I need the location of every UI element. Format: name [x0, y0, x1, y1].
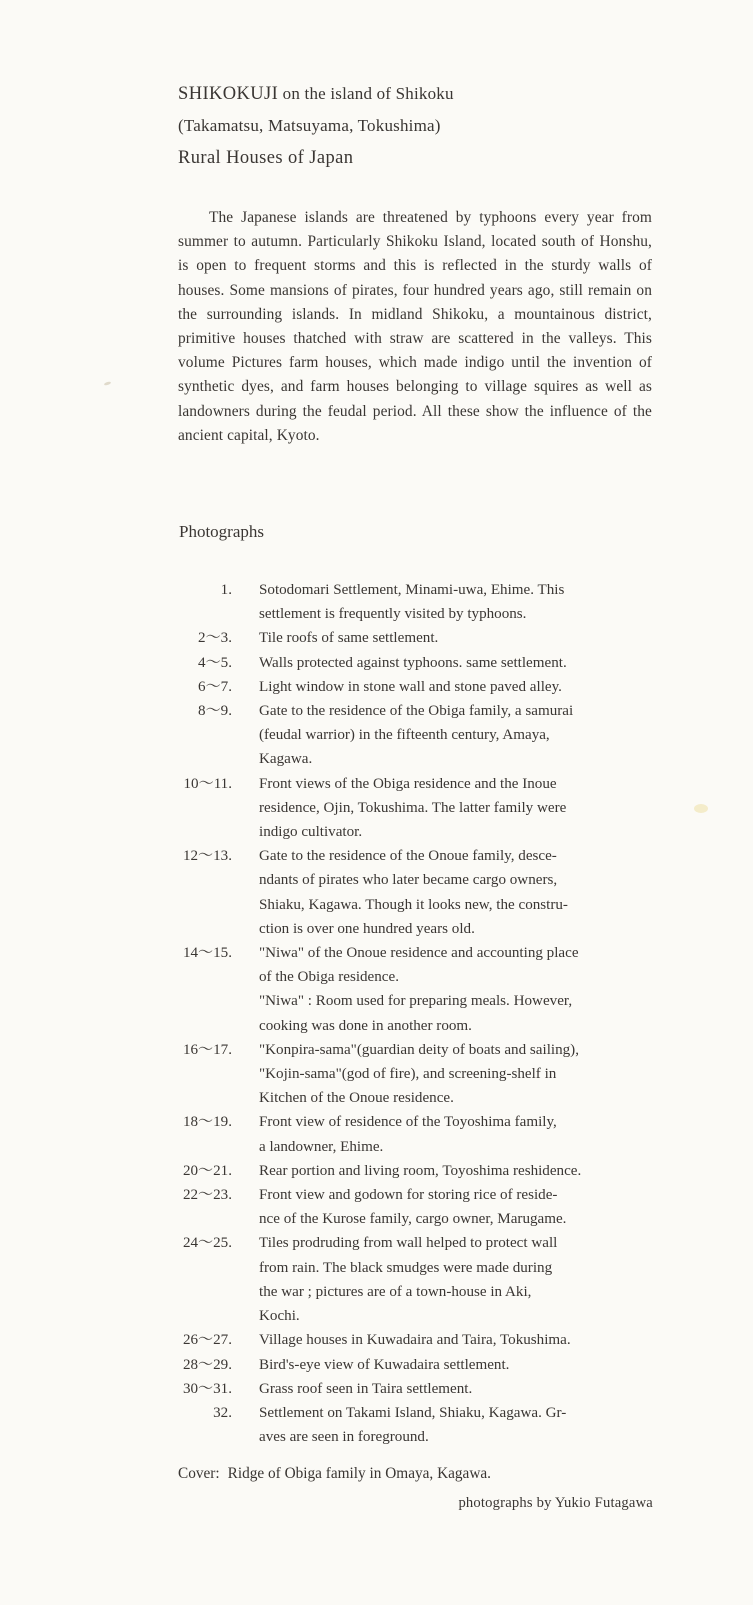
photo-description-line: Village houses in Kuwadaira and Taira, Tokushima.: [259, 1332, 571, 1349]
photo-list-item: [170, 772, 654, 845]
photo-description-line: residence, Ojin, Tokushima. The latter family were: [259, 799, 567, 816]
photo-description: [259, 1377, 654, 1401]
photo-number: 2〜3.: [198, 630, 232, 647]
photo-description: [259, 1353, 654, 1377]
photo-description: [259, 1038, 654, 1111]
photo-description-line: a landowner, Ehime.: [259, 1138, 384, 1155]
photo-description-line: Tiles prodruding from wall helped to protect wall: [259, 1235, 558, 1252]
cover-caption: [178, 1462, 491, 1486]
photo-list-item: [170, 844, 654, 941]
photo-description-line: Shiaku, Kagawa. Though it looks new, the constru-: [259, 896, 568, 913]
photo-number: 18〜19.: [182, 1114, 232, 1131]
photo-description-line: Front view of residence of the Toyoshima family,: [259, 1114, 557, 1131]
photo-description: [259, 844, 654, 941]
photo-number: 16〜17.: [182, 1041, 232, 1058]
photo-description: [259, 1110, 654, 1158]
photo-description-line: Bird's-eye view of Kuwadaira settlement.: [259, 1356, 510, 1373]
intro-line: houses thatched with straw are scattered in the valleys. This: [243, 330, 652, 348]
photo-description: [259, 578, 654, 626]
intro-line: invention of synthetic dyes, and farm houses belonging to: [178, 354, 652, 396]
photo-description-line: Walls protected against typhoons. same settlement.: [259, 654, 567, 671]
intro-line: located south of Honshu, is open to frequent storms and this: [178, 233, 652, 275]
photo-number: 32.: [213, 1404, 232, 1421]
photo-number: 28〜29.: [182, 1356, 232, 1373]
intro-paragraph: [178, 206, 652, 448]
photo-list-item: [170, 1038, 654, 1111]
photo-description-line: Front view and godown for storing rice of reside-: [259, 1187, 558, 1204]
heading-block: [178, 78, 658, 174]
photo-description: [259, 772, 654, 845]
photo-description-line: Kochi.: [259, 1308, 300, 1325]
photo-description-line: of the Obiga residence.: [259, 969, 399, 986]
photo-description-line: Kagawa.: [259, 751, 313, 768]
photo-list-item: [170, 1110, 654, 1158]
intro-line: village squires as well as landowners during the feudal period.: [178, 378, 652, 420]
intro-line: is reflected in the sturdy walls of houses. Some mansions of: [178, 257, 652, 299]
photo-description-line: Light window in stone wall and stone paved alley.: [259, 678, 562, 695]
photo-description: [259, 1401, 654, 1449]
photo-description-line: Sotodomari Settlement, Minami-uwa, Ehime. This: [259, 582, 565, 598]
photo-description-line: "Konpira-sama"(guardian deity of boats and sailing),: [259, 1041, 579, 1058]
intro-line: The Japanese islands are threatened by typhoons every: [209, 209, 580, 226]
photo-description: [259, 699, 654, 772]
photo-description-line: indigo cultivator.: [259, 824, 363, 841]
photo-number: 6〜7.: [198, 678, 232, 695]
title: SHIKOKUJI: [178, 84, 279, 104]
photo-list-item: [170, 675, 654, 699]
photo-list-item: [170, 1183, 654, 1231]
photo-description-line: "Kojin-sama"(god of fire), and screening-shelf in: [259, 1066, 557, 1083]
photo-description-line: (feudal warrior) in the fifteenth century, Amaya,: [259, 727, 550, 744]
photo-description-line: Front views of the Obiga residence and the Inoue: [259, 775, 557, 792]
photo-description-line: settlement is frequently visited by typhoons.: [259, 606, 527, 623]
photo-list-item: [170, 1328, 654, 1352]
photo-number: 22〜23.: [182, 1187, 232, 1204]
photo-number: 30〜31.: [182, 1380, 232, 1397]
photo-description-line: cooking was done in another room.: [259, 1017, 472, 1034]
photo-list-item: [170, 1377, 654, 1401]
paper-stain: [694, 804, 708, 813]
photo-description: [259, 941, 654, 1038]
photo-list-item: [170, 699, 654, 772]
photo-number: 24〜25.: [182, 1235, 232, 1252]
photo-description: [259, 651, 654, 675]
photo-description-line: Gate to the residence of the Onoue family, desce-: [259, 848, 557, 865]
photo-description: [259, 1159, 654, 1183]
photo-number: 8〜9.: [198, 703, 232, 720]
photo-description-line: "Niwa" : Room used for preparing meals. However,: [259, 993, 573, 1010]
photo-number: 26〜27.: [182, 1332, 232, 1349]
photo-description-line: Kitchen of the Onoue residence.: [259, 1090, 454, 1107]
photo-list-item: [170, 626, 654, 650]
photo-list-item: [170, 1231, 654, 1328]
intro-line: islands. In midland Shikoku, a mountainous district, primitive: [178, 305, 652, 348]
photo-description: [259, 626, 654, 650]
intro-line: All these show the influence of the ancient capital, Kyoto.: [178, 402, 652, 444]
photo-list-item: [170, 1159, 654, 1183]
photo-credit: photographs by Yukio Futagawa: [458, 1495, 653, 1511]
title-line: [178, 78, 658, 110]
photo-description: [259, 1183, 654, 1231]
photo-description-line: Tile roofs of same settlement.: [259, 630, 439, 647]
cover-label: Cover:: [178, 1465, 220, 1482]
intro-line: pirates, four hundred years ago, still remain on the surrounding: [178, 281, 652, 323]
photo-description-line: ndants of pirates who later became cargo owners,: [259, 872, 558, 889]
photo-description-line: from rain. The black smudges were made during: [259, 1259, 553, 1276]
photo-list-item: [170, 1353, 654, 1377]
cover-text: Ridge of Obiga family in Omaya, Kagawa.: [227, 1465, 492, 1482]
series-title: Rural Houses of Japan: [178, 148, 354, 168]
photo-description-line: ction is over one hundred years old.: [259, 920, 475, 937]
photo-list: [170, 578, 654, 1449]
photo-list-item: [170, 651, 654, 675]
photo-list-item: [170, 941, 654, 1038]
intro-line: volume Pictures farm houses, which made indigo until the: [178, 354, 567, 372]
photographs-heading: Photographs: [179, 522, 264, 541]
paper-speck: [104, 381, 112, 386]
photo-description-line: "Niwa" of the Onoue residence and accounting place: [259, 945, 579, 962]
photo-description-line: the war ; pictures are of a town-house in Aki,: [259, 1283, 532, 1300]
photo-description: [259, 1231, 654, 1328]
photo-description-line: Grass roof seen in Taira settlement.: [259, 1380, 473, 1397]
subtitle: (Takamatsu, Matsuyama, Tokushima): [178, 116, 441, 135]
photo-description-line: Gate to the residence of the Obiga family, a samurai: [259, 703, 574, 720]
photo-description-line: Rear portion and living room, Toyoshima reshidence.: [259, 1162, 582, 1179]
photo-description-line: nce of the Kurose family, cargo owner, Marugame.: [259, 1211, 567, 1228]
title-rest: on the island of Shikoku: [278, 84, 454, 103]
photo-number: 4〜5.: [198, 654, 232, 671]
intro-line: year from summer to autumn. Particularly Shikoku Island,: [178, 209, 652, 251]
photo-list-item: [170, 578, 654, 626]
photo-list-item: [170, 1401, 654, 1449]
photo-number: 14〜15.: [182, 945, 232, 962]
photo-description-line: Settlement on Takami Island, Shiaku, Kagawa. Gr-: [259, 1404, 567, 1421]
photo-number: 10〜11.: [183, 775, 232, 792]
photo-number: 12〜13.: [182, 848, 232, 865]
photo-number: 1.: [220, 582, 232, 598]
photo-description: [259, 675, 654, 699]
photo-description: [259, 1328, 654, 1352]
photo-description-line: aves are seen in foreground.: [259, 1429, 429, 1446]
photo-number: 20〜21.: [182, 1162, 232, 1179]
